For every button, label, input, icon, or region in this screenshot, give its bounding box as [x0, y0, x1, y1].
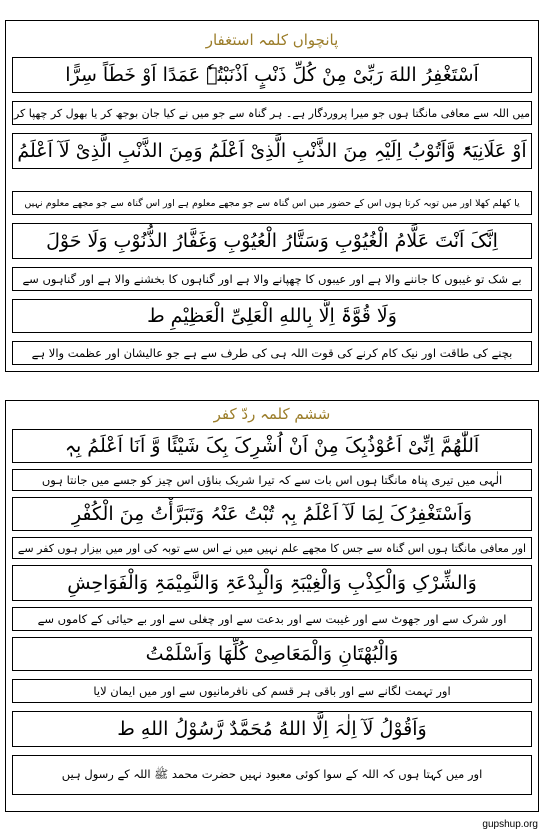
translation-line: اور میں کہتا ہوں کہ اللہ کے سوا کوئی معبود نہیں حضرت محمد ﷺ اللہ کے رسول ہیں — [12, 755, 532, 795]
arabic-line: اَوْ عَلَانِیَۃً وَّاَتُوْبُ اِلَیْہِ مِنَ الذَّنْبِ الَّذِیْ اَعْلَمُ وَمِنَ الذَّنْبِ الَّذِیْ لَآ اَعْلَمُ — [12, 133, 532, 169]
translation-line: اور شرک سے اور جھوٹ سے اور غیبت سے اور بدعت سے اور چغلی سے اور بے حیائی کے کاموں سے — [12, 607, 532, 631]
translation-line: اور تہمت لگانے سے اور باقی ہر قسم کی نافرمانیوں سے اور میں ایمان لایا — [12, 679, 532, 703]
kalima-6-panel — [5, 400, 539, 812]
translation-line: میں اللہ سے معافی مانگتا ہوں جو میرا پروردگار ہے۔ ہر گناہ سے جو میں نے کیا جان بوجھ کر یا بھول کر چھپا کر — [12, 101, 532, 125]
arabic-line: وَالشِّرْکِ وَالْکِذْبِ وَالْغِیْبَۃِ وَالْبِدْعَۃِ وَالنَّمِیْمَۃِ وَالْفَوَاحِشِ — [12, 565, 532, 601]
section-title: ششم کلمہ ردّ کفر — [213, 405, 331, 423]
arabic-line: اَللّٰھُمَّ اِنِّیْ اَعُوْذُبِکَ مِنْ اَنْ اُشْرِکَ بِکَ شَیْئًا وَّ اَنَا اَعْلَمُ بِہٖ — [12, 429, 532, 463]
kalima-5-panel — [5, 20, 539, 372]
arabic-line: وَاَقُوْلُ لَآ اِلٰہَ اِلَّا اللهُ مُحَمَّدٌ رَّسُوْلُ اللهِ ط — [12, 711, 532, 747]
section-title: پانچواں کلمہ استغفار — [205, 31, 339, 49]
translation-line: بچنے کی طاقت اور نیک کام کرنے کی قوت اللہ ہی کی طرف سے ہے جو عالیشان اور عظمت والا ہے — [12, 341, 532, 365]
arabic-line: وَالْبُھْتَانِ وَالْمَعَاصِیْ کُلِّھَا وَاَسْلَمْتُ — [12, 637, 532, 671]
arabic-line: وَاَسْتَغْفِرُکَ لِمَا لَآ اَعْلَمُ بِہٖ تُبْتُ عَنْہُ وَتَبَرَّأْتُ مِنَ الْکُفْرِ — [12, 497, 532, 531]
arabic-line: اِنَّکَ اَنْتَ عَلَّامُ الْغُیُوْبِ وَسَتَّارُ الْعُیُوْبِ وَغَفَّارُ الذُّنُوْبِ وَلَا حَوْلَ — [12, 223, 532, 259]
translation-line: اور معافی مانگتا ہوں اس گناہ سے جس کا مجھے علم نہیں میں نے اس سے توبہ کی اور میں بیزار ہوں کفر سے — [12, 537, 532, 559]
translation-line: بے شک تو غیبوں کا جاننے والا ہے اور عیبوں کا چھپانے والا ہے اور گناہوں کا بخشنے والا ہے اور گناہوں سے — [12, 267, 532, 291]
arabic-line: اَسْتَغْفِرُ اللهَ رَبِّیْ مِنْ کُلِّ ذَنْبٍ اَذْنَبْتُہٗ عَمَدًا اَوْ خَطَاً سِرًّا — [12, 57, 532, 93]
translation-line: الٰہی میں تیری پناہ مانگتا ہوں اس بات سے کہ تیرا شریک بناؤں اس چیز کو جسے میں جانتا ہوں — [12, 469, 532, 491]
translation-line: یا کھلم کھلا اور میں توبہ کرتا ہوں اس کے حضور میں اس گناہ سے جو مجھے معلوم ہے اور اس گناہ سے جو مجھے معلوم نہیں — [12, 191, 532, 215]
watermark: gupshup.org — [482, 819, 538, 830]
arabic-line: وَلَا قُوَّۃَ اِلَّا بِاللهِ الْعَلِیِّ الْعَظِیْمِ ط — [12, 299, 532, 333]
